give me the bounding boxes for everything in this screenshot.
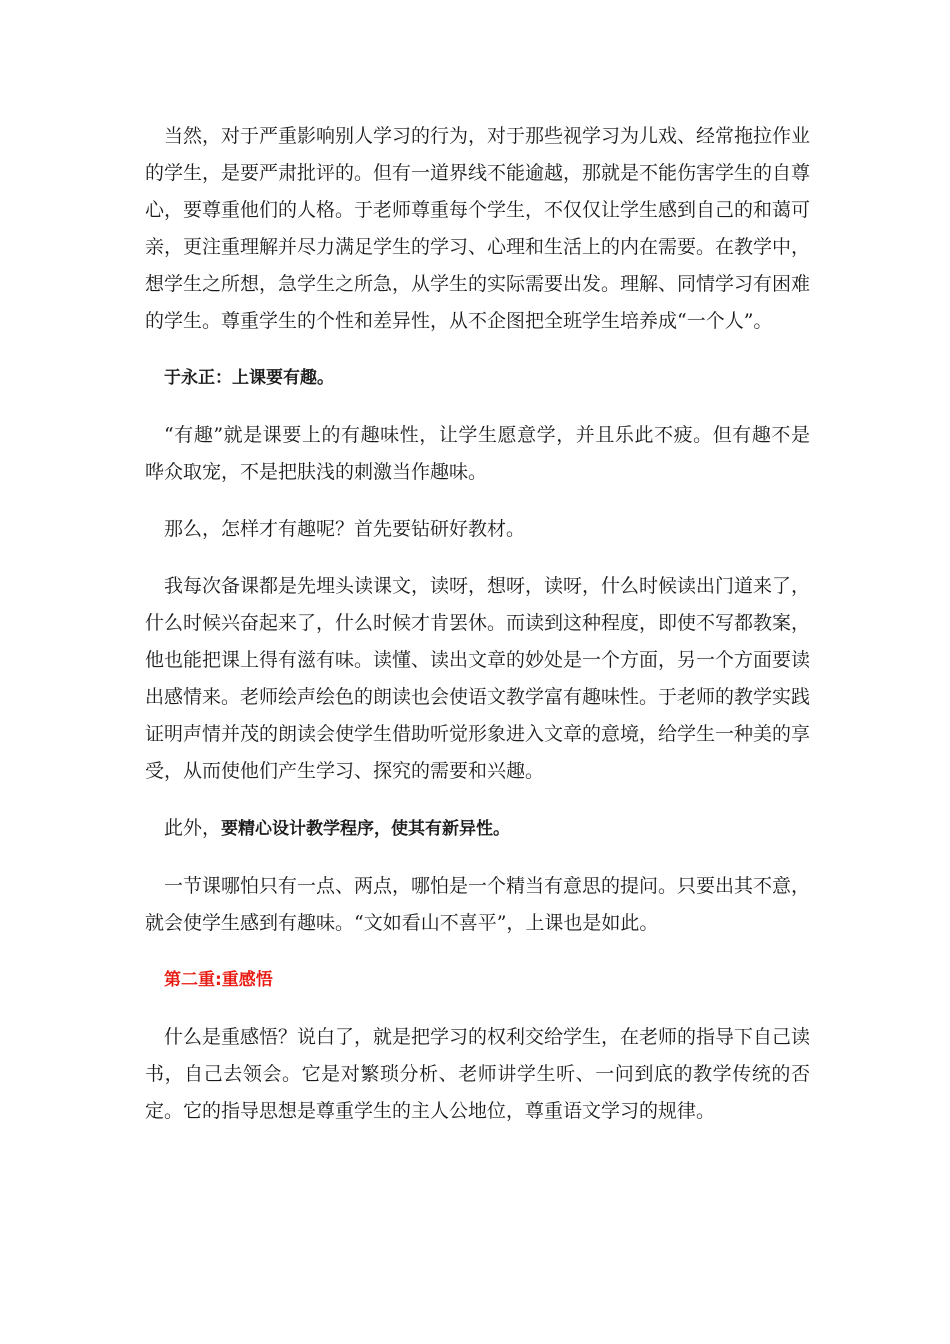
paragraph-lesson-prep: 我每次备课都是先埋头读课文，读呀，想呀，读呀，什么时候读出门道来了，什么时候兴奋起来了，什么时候才肯罢休。而读到这种程度，即使不写都教案，他也能把课上得有滋有味。读懂、读出文章的妙处是一个方面，另一个方面要读出感情来。老师绘声绘色的朗读也会使语文教学富有趣味性。于老师的教学实践证明声情并茂的朗读会使学生借助听觉形象进入文章的意境，给学生一种美的享受，从而使他们产生学习、探究的需要和兴趣。 <box>145 575 811 782</box>
paragraph-how-interesting: 那么，怎样才有趣呢？首先要钻研好教材。 <box>164 518 526 540</box>
heading-interesting-class: 于永正：上课要有趣。 <box>164 368 334 388</box>
paragraph-emphasize-understanding: 什么是重感悟？说白了，就是把学习的权利交给学生，在老师的指导下自己读书，自己去领会。它是对繁琐分析、老师讲学生听、一问到底的教学传统的否定。它的指导思想是尊重学生的主人公地位，尊重语文学习的规律。 <box>145 1026 811 1122</box>
paragraph-respect: 当然，对于严重影响别人学习的行为，对于那些视学习为儿戏、经常拖拉作业的学生，是要严肃批评的。但有一道界线不能逾越，那就是不能伤害学生的自尊心，要尊重他们的人格。于老师尊重每个学生，不仅仅让学生感到自己的和蔼可亲，更注重理解并尽力满足学生的学习、心理和生活上的内在需要。在教学中，想学生之所想，急学生之所急，从学生的实际需要出发。理解、同情学习有困难的学生。尊重学生的个性和差异性，从不企图把全班学生培养成“一个人”。 <box>145 125 811 332</box>
heading-second-emphasis: 第二重:重感悟 <box>164 970 273 990</box>
design-program-emphasis: 要精心设计教学程序，使其有新异性。 <box>221 819 511 839</box>
paragraph-one-lesson: 一节课哪怕只有一点、两点，哪怕是一个精当有意思的提问。只要出其不意，就会使学生感到有趣味。“文如看山不喜平”，上课也是如此。 <box>145 875 811 934</box>
paragraph-design-program <box>145 810 810 848</box>
design-program-prefix: 此外， <box>164 817 222 839</box>
document-page <box>145 118 810 1150</box>
paragraph-interesting-definition: “有趣”就是课要上的有趣味性，让学生愿意学，并且乐此不疲。但有趣不是哗众取宠，不是把肤浅的刺激当作趣味。 <box>145 424 810 483</box>
